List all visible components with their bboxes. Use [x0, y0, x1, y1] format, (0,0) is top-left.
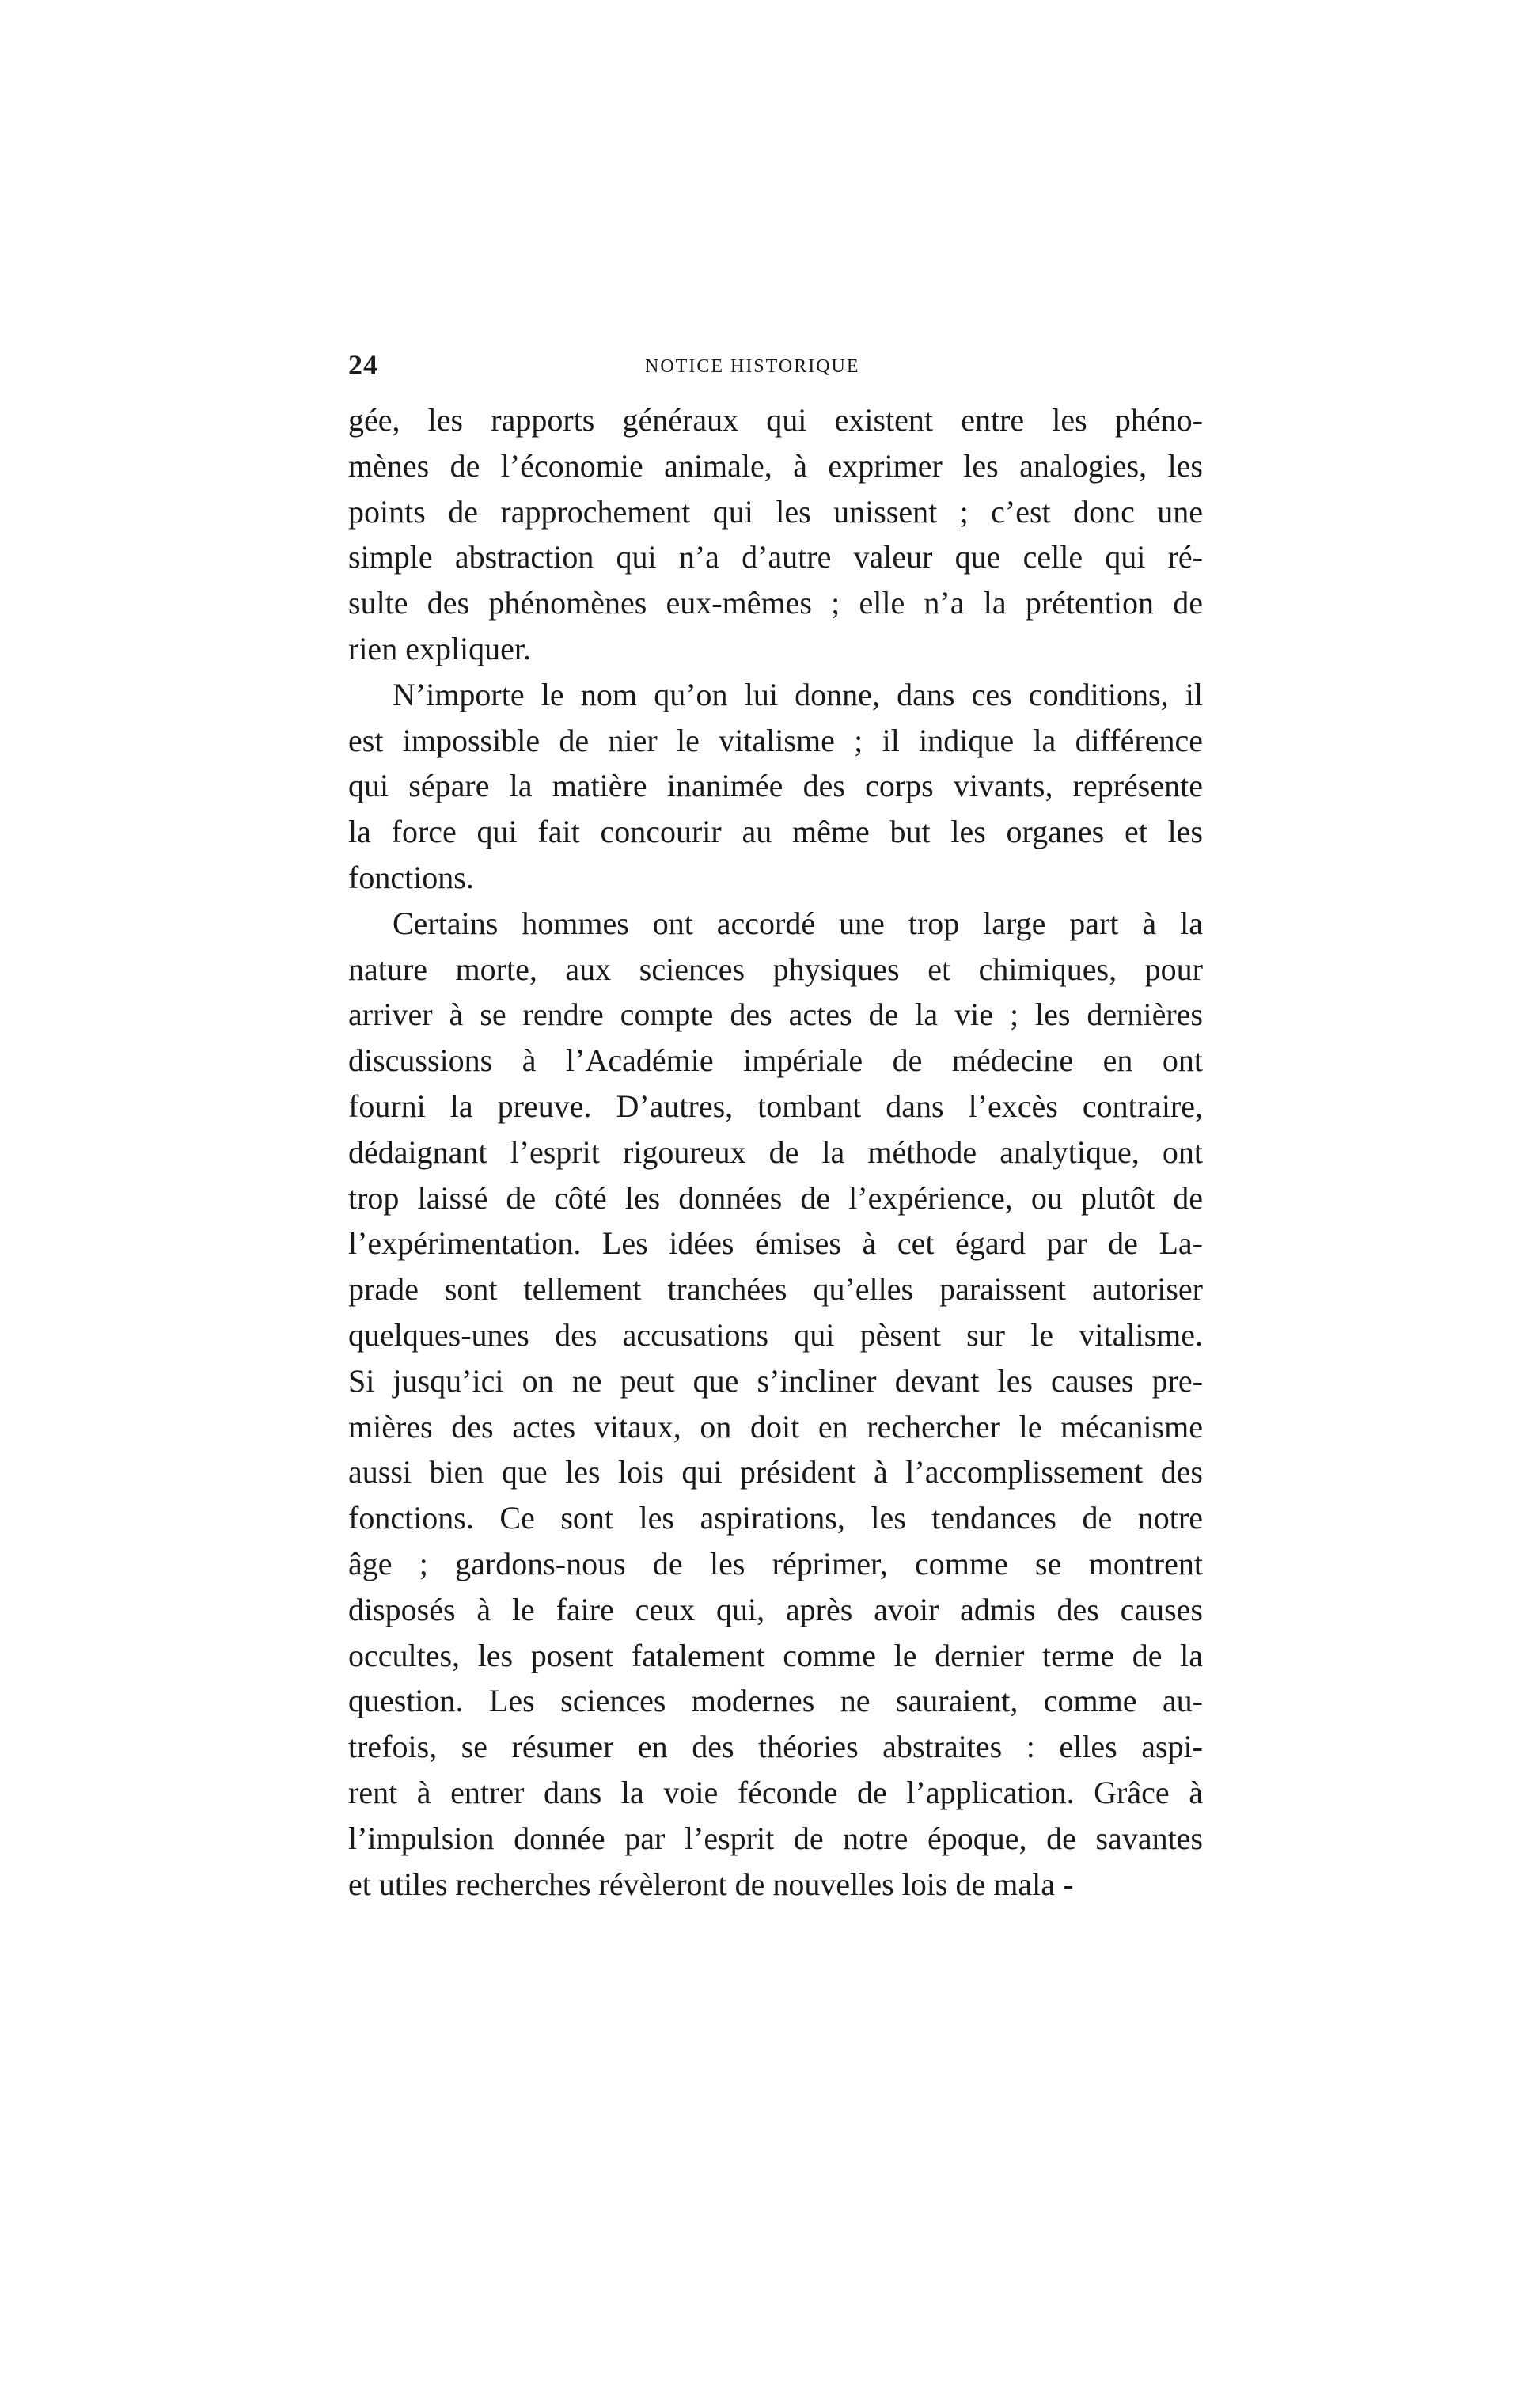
paragraph-3 — [348, 901, 1203, 1908]
text-line: sulte des phénomènes eux-mêmes ; elle n’a la prétention de — [348, 585, 1203, 621]
text-body — [348, 397, 1203, 1907]
text-line: la force qui fait concourir au même but les organes et les — [348, 814, 1203, 850]
text-line: occultes, les posent fatalement comme le dernier terme de la — [348, 1637, 1203, 1673]
text-line: mènes de l’économie animale, à exprimer les analogies, les — [348, 447, 1203, 484]
running-title: NOTICE HISTORIQUE — [645, 356, 860, 377]
book-page — [348, 348, 1203, 1907]
text-line: dédaignant l’esprit rigoureux de la méthode analytique, ont — [348, 1133, 1203, 1170]
page-number: 24 — [348, 349, 378, 381]
paragraph-2 — [348, 672, 1203, 901]
text-line: fonctions. — [348, 859, 474, 895]
text-line: quelques-unes des accusations qui pèsent sur le vitalisme. — [348, 1316, 1203, 1353]
text-line: trop laissé de côté les données de l’expérience, ou plutôt de — [348, 1179, 1203, 1216]
text-line: est impossible de nier le vitalisme ; il indique la différence — [348, 722, 1203, 758]
text-line: rien expliquer. — [348, 630, 532, 666]
text-line: fonctions. Ce sont les aspirations, les tendances de notre — [348, 1500, 1203, 1536]
text-line: et utiles recherches révèleront de nouvelles lois de mala - — [348, 1866, 1074, 1902]
text-line: aussi bien que les lois qui président à l’accomplissement des — [348, 1454, 1203, 1490]
text-line: rent à entrer dans la voie féconde de l’application. Grâce à — [348, 1774, 1203, 1810]
text-line: l’impulsion donnée par l’esprit de notre époque, de savantes — [348, 1820, 1203, 1856]
text-line: mières des actes vitaux, on doit en rechercher le mécanisme — [348, 1408, 1203, 1445]
text-line: nature morte, aux sciences physiques et chimiques, pour — [348, 951, 1203, 987]
text-line: discussions à l’Académie impériale de médecine en ont — [348, 1042, 1203, 1079]
text-line: fourni la preuve. D’autres, tombant dans l’excès contraire, — [348, 1088, 1203, 1124]
text-line: points de rapprochement qui les unissent ; c’est donc une — [348, 493, 1203, 530]
text-line: l’expérimentation. Les idées émises à cet égard par de La- — [348, 1225, 1203, 1262]
paragraph-1 — [348, 397, 1203, 672]
text-line: qui sépare la matière inanimée des corps vivants, représente — [348, 768, 1203, 804]
text-line: disposés à le faire ceux qui, après avoir admis des causes — [348, 1591, 1203, 1627]
text-line: Si jusqu’ici on ne peut que s’incliner devant les causes pre- — [348, 1362, 1203, 1399]
text-line: gée, les rapports généraux qui existent entre les phéno- — [348, 402, 1203, 438]
running-head — [348, 348, 1203, 388]
text-line: simple abstraction qui n’a d’autre valeur que celle qui ré- — [348, 539, 1203, 575]
text-line: arriver à se rendre compte des actes de la vie ; les dernières — [348, 997, 1203, 1033]
text-line: N’importe le nom qu’on lui donne, dans ces conditions, il — [393, 676, 1203, 712]
text-line: âge ; gardons-nous de les réprimer, comme se montrent — [348, 1545, 1203, 1581]
text-line: Certains hommes ont accordé une trop large part à la — [393, 905, 1203, 941]
text-line: question. Les sciences modernes ne sauraient, comme au- — [348, 1683, 1203, 1719]
text-line: trefois, se résumer en des théories abstraites : elles aspi- — [348, 1729, 1203, 1765]
text-line: prade sont tellement tranchées qu’elles paraissent autoriser — [348, 1271, 1203, 1308]
